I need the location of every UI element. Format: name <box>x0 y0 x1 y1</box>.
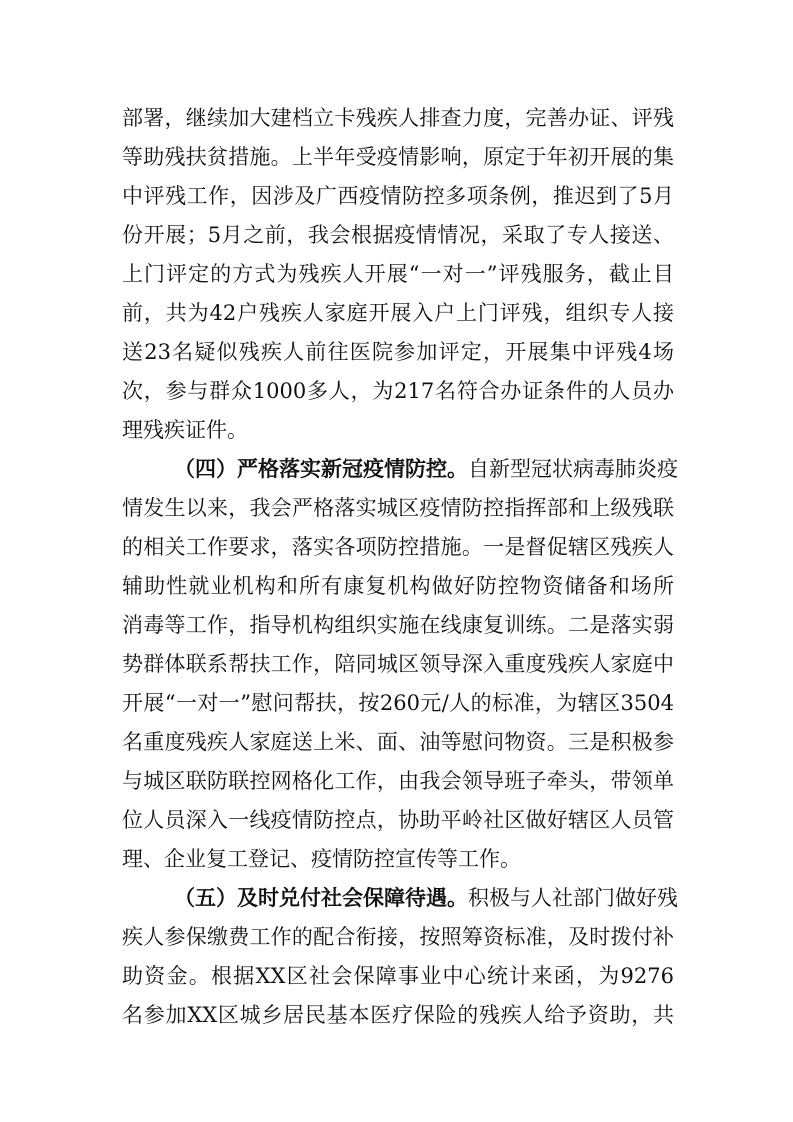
text-line: 疾人参保缴费工作的配合衔接，按照筹资标准，及时拨付补 <box>122 925 674 949</box>
section-first-line <box>122 455 678 494</box>
document-body <box>122 104 678 1040</box>
paragraph-section-4 <box>122 455 678 884</box>
text-line: 理残疾证件。 <box>122 418 248 442</box>
text-line: 助资金。根据XX区社会保障事业中心统计来函，为9276 <box>122 964 674 988</box>
text-line: 上门评定的方式为残疾人开展“一对一”评残服务，截止目 <box>122 262 674 286</box>
text-line: 次，参与群众1000多人，为217名符合办证条件的人员办 <box>122 379 674 403</box>
section-heading: （四）严格落实新冠疫情防控。 <box>174 457 468 481</box>
text-line: 辅助性就业机构和所有康复机构做好防控物资储备和场所 <box>122 574 674 598</box>
paragraph-section-5 <box>122 884 678 1040</box>
section-first-line <box>122 884 678 923</box>
text-line: 前，共为42户残疾人家庭开展入户上门评残，组织专人接 <box>122 301 674 325</box>
text-line: 理、企业复工登记、疫情防控宣传等工作。 <box>122 847 521 871</box>
text-line: 与城区联防联控网格化工作，由我会领导班子牵头，带领单 <box>122 769 674 793</box>
text-line: 位人员深入一线疫情防控点，协助平岭社区做好辖区人员管 <box>122 808 674 832</box>
text-line: 送23名疑似残疾人前往医院参加评定，开展集中评残4场 <box>122 340 674 364</box>
text-line: 份开展；5月之前，我会根据疫情情况，采取了专人接送、 <box>122 223 674 247</box>
text-line: 开展“一对一”慰问帮扶，按260元/人的标准，为辖区3504 <box>122 691 674 715</box>
text-line: 消毒等工作，指导机构组织实施在线康复训练。二是落实弱 <box>122 613 674 637</box>
section-first-line-text: 积极与人社部门做好残 <box>468 886 678 910</box>
text-line: 名重度残疾人家庭送上米、面、油等慰问物资。三是积极参 <box>122 730 674 754</box>
text-line: 中评残工作，因涉及广西疫情防控多项条例，推迟到了5月 <box>122 184 674 208</box>
text-line: 部署，继续加大建档立卡残疾人排查力度，完善办证、评残 <box>122 106 674 130</box>
section-first-line-text: 自新型冠状病毒肺炎疫 <box>468 457 678 481</box>
paragraph-continued <box>122 104 674 455</box>
text-line: 情发生以来，我会严格落实城区疫情防控指挥部和上级残联 <box>122 496 674 520</box>
section-heading: （五）及时兑付社会保障待遇。 <box>174 886 468 910</box>
text-line: 的相关工作要求，落实各项防控措施。一是督促辖区残疾人 <box>122 535 674 559</box>
text-line: 势群体联系帮扶工作，陪同城区领导深入重度残疾人家庭中 <box>122 652 674 676</box>
text-line: 等助残扶贫措施。上半年受疫情影响，原定于年初开展的集 <box>122 145 674 169</box>
text-line: 名参加XX区城乡居民基本医疗保险的残疾人给予资助，共 <box>122 1003 674 1027</box>
